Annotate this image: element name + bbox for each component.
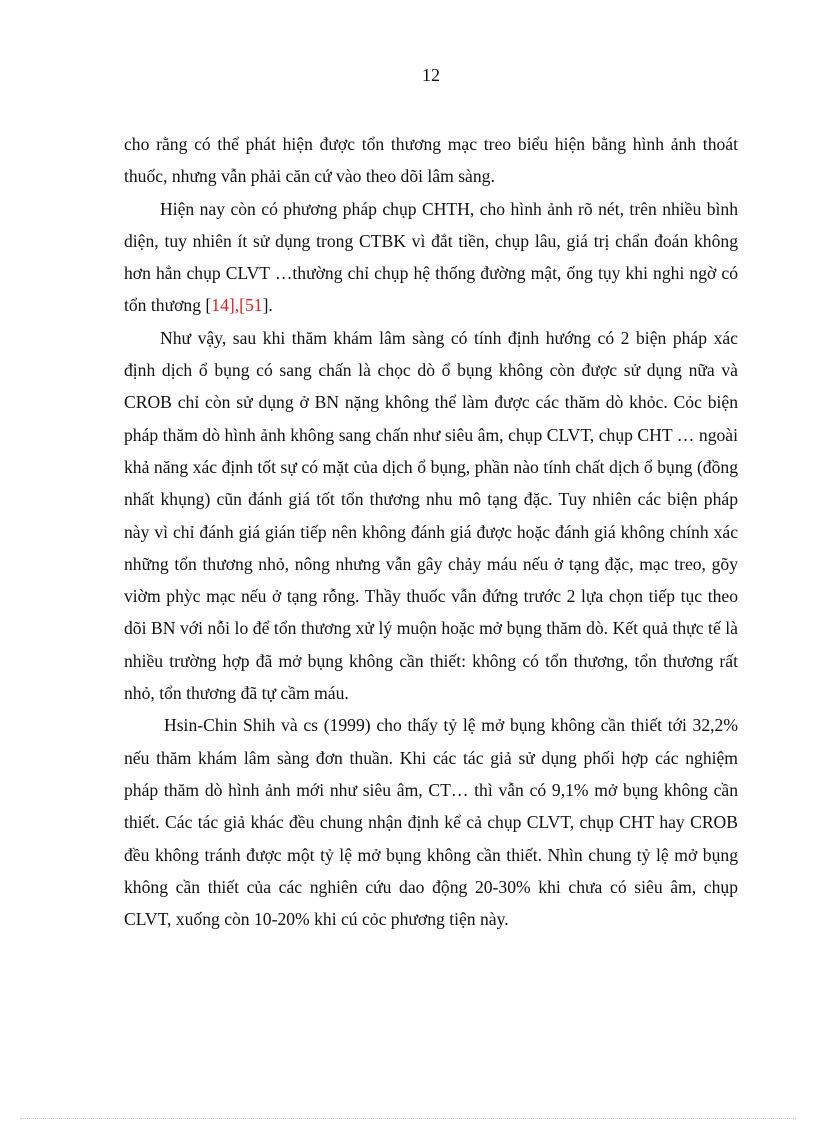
paragraph-2 [124,193,738,322]
paragraph-4: Hsin-Chin Shih và cs (1999) cho thấy tỷ lệ mở bụng không cần thiết tới 32,2% nếu thăm khám lâm sàng đơn thuần. Khi các tác giả sử dụng phối hợp các nghiệm pháp thăm dò hình ảnh mới như siêu âm, CT… thì vẫn có 9,1% mở bụng không cần thiết. Các tác giả khác đều chung nhận định kể cả chụp CLVT, chụp CHT hay CROB đều không tránh được một tỷ lệ mở bụng không cần thiết. Nhìn chung tỷ lệ mở bụng không cần thiết của các nghiên cứu dao động 20-30% khi chưa có siêu âm, chụp CLVT, xuống còn 10-20% khi cú cỏc phương tiện này. [124,715,738,930]
paragraph-2-end: ]. [262,295,273,316]
paragraph-2-text: Hiện nay còn có phương pháp chụp CHTH, cho hình ảnh rõ nét, trên nhiều bình diện, tuy nhiên ít sử dụng trong CTBK vì đắt tiền, chụp lâu, giá trị chẩn đoán không hơn hẳn chụp CLVT …thường chỉ chụp hệ thống đường mật, ống tụy khi nghi ngờ có tổn thương [ [124,198,738,316]
reference-link-14[interactable]: 14 [211,295,229,316]
page-number: 12 [422,65,440,85]
paragraph-3: Như vậy, sau khi thăm khám lâm sàng có tính định hướng có 2 biện pháp xác định dịch ổ bụng có sang chấn là chọc dò ổ bụng không còn được sử dụng nữa và CROB chỉ còn sử dụng ở BN nặng không thể làm được các thăm dò khỏc. Cỏc biện pháp thăm dò hình ảnh không sang chấn như siêu âm, chụp CLVT, chụp CHT … ngoài khả năng xác định tốt sự có mặt của dịch ổ bụng, phần nào tính chất dịch ổ bụng (đồng nhất khụng) cũn đánh giá tốt tổn thương nhu mô tạng đặc. Tuy nhiên các biện pháp này vì chỉ đánh giá gián tiếp nên không đánh giá được hoặc đánh giá không chính xác những tổn thương nhỏ, nông nhưng vẫn gây chảy máu nếu ở tạng đặc, mạc treo, gõy viờm phỳc mạc nếu ở tạng rỗng. Thầy thuốc vẫn đứng trước 2 lựa chọn tiếp tục theo dõi BN với nỗi lo để tổn thương xử lý muộn hoặc mở bụng thăm dò. Kết quả thực tế là nhiều trường hợp đã mở bụng không cần thiết: không có tổn thương, tổn thương rất nhỏ, tổn thương đã tự cầm máu. [124,327,738,704]
reference-separator: ],[ [228,295,245,316]
paragraph-1: cho rằng có thể phát hiện được tổn thương mạc treo biểu hiện bằng hình ảnh thoát thuốc, nhưng vẫn phải căn cứ vào theo dõi lâm sàng. [124,134,738,187]
reference-link-51[interactable]: 51 [244,295,263,316]
document-body [124,128,738,935]
page-bottom-divider [20,1118,796,1119]
